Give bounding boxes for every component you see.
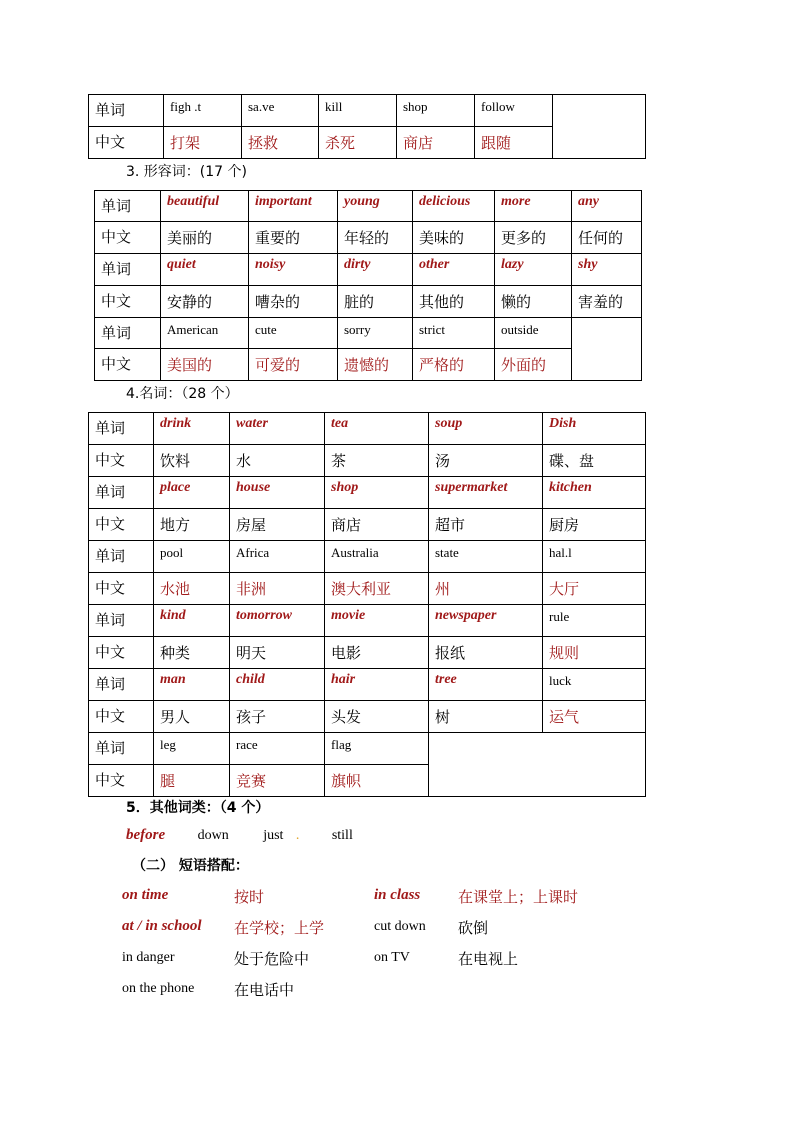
meaning-cell: 安静的 — [161, 286, 249, 318]
word-cell: kitchen — [543, 477, 646, 509]
word-cell: rule — [543, 605, 646, 637]
word-cell: quiet — [161, 254, 249, 286]
word-cell: luck — [543, 669, 646, 701]
chinese-label: 中文 — [95, 349, 161, 381]
meaning-cell: 树 — [429, 701, 543, 733]
word-cell: other — [413, 254, 495, 286]
word-cell: place — [154, 477, 230, 509]
word-cell: sa.ve — [242, 95, 319, 127]
word-cell: cute — [249, 318, 338, 349]
word-cell: state — [429, 541, 543, 573]
word-label: 单词 — [89, 541, 154, 573]
meaning-cell: 跟随 — [475, 127, 553, 159]
section-heading-nouns: 4.名词：（28 个） — [126, 386, 239, 402]
word-cell: figh .t — [164, 95, 242, 127]
adjective-table — [94, 190, 642, 381]
meaning-cell: 报纸 — [429, 637, 543, 669]
meaning-cell: 水 — [230, 445, 325, 477]
meaning-cell: 头发 — [325, 701, 429, 733]
empty-cell — [553, 95, 646, 159]
word-cell: tea — [325, 413, 429, 445]
word-label: 单词 — [89, 669, 154, 701]
word-label: 单词 — [89, 95, 164, 127]
meaning-cell: 房屋 — [230, 509, 325, 541]
meaning-cell: 拯救 — [242, 127, 319, 159]
word-cell: race — [230, 733, 325, 765]
section-heading-other-words: 5．其他词类：（4 个） — [126, 800, 270, 816]
table-row — [95, 254, 642, 286]
chinese-label: 中文 — [89, 573, 154, 605]
word-label: 单词 — [89, 733, 154, 765]
other-words-line — [126, 827, 353, 844]
meaning-cell: 商店 — [325, 509, 429, 541]
word-cell: follow — [475, 95, 553, 127]
chinese-label: 中文 — [89, 127, 164, 159]
meaning-cell: 美味的 — [413, 222, 495, 254]
word-cell: kill — [319, 95, 397, 127]
phrase-cn: 按时 — [234, 888, 265, 906]
table-row — [89, 477, 646, 509]
word-cell: house — [230, 477, 325, 509]
table-row — [95, 222, 642, 254]
empty-cell — [429, 733, 646, 797]
word-cell: Dish — [543, 413, 646, 445]
meaning-cell: 更多的 — [495, 222, 572, 254]
word-cell: Africa — [230, 541, 325, 573]
meaning-cell: 可爱的 — [249, 349, 338, 381]
word-cell: important — [249, 191, 338, 222]
word-cell: beautiful — [161, 191, 249, 222]
meaning-cell: 汤 — [429, 445, 543, 477]
meaning-cell: 种类 — [154, 637, 230, 669]
phrase-cn: 处于危险中 — [234, 950, 310, 968]
meaning-cell: 懒的 — [495, 286, 572, 318]
word-cell: any — [572, 191, 642, 222]
word-cell: soup — [429, 413, 543, 445]
table-row — [95, 349, 642, 381]
word-label: 单词 — [95, 254, 161, 286]
phrase-cn: 在课堂上；上课时 — [458, 888, 579, 906]
meaning-cell: 美丽的 — [161, 222, 249, 254]
table-row — [89, 95, 646, 127]
chinese-label: 中文 — [95, 286, 161, 318]
table-row — [89, 669, 646, 701]
other-word: . — [295, 828, 300, 843]
meaning-cell: 规则 — [543, 637, 646, 669]
phrase-cn: 在学校；上学 — [234, 919, 325, 937]
word-cell: shy — [572, 254, 642, 286]
word-cell: noisy — [249, 254, 338, 286]
word-cell: pool — [154, 541, 230, 573]
word-cell: hair — [325, 669, 429, 701]
meaning-cell: 州 — [429, 573, 543, 605]
chinese-label: 中文 — [89, 509, 154, 541]
table-row — [95, 191, 642, 222]
meaning-cell: 任何的 — [572, 222, 642, 254]
word-label: 单词 — [95, 191, 161, 222]
phrase-en: in danger — [122, 950, 175, 965]
phrase-cn: 在电话中 — [234, 981, 295, 999]
table-row — [89, 701, 646, 733]
chinese-label: 中文 — [89, 765, 154, 797]
other-word: just — [263, 828, 284, 843]
other-word: down — [197, 828, 229, 843]
word-cell: hal.l — [543, 541, 646, 573]
table-row — [95, 286, 642, 318]
word-cell: shop — [397, 95, 475, 127]
meaning-cell: 运气 — [543, 701, 646, 733]
meaning-cell: 明天 — [230, 637, 325, 669]
meaning-cell: 澳大利亚 — [325, 573, 429, 605]
section-heading-adjectives: 3. 形容词：(17 个) — [126, 164, 247, 180]
meaning-cell: 遗憾的 — [338, 349, 413, 381]
word-label: 单词 — [89, 413, 154, 445]
meaning-cell: 打架 — [164, 127, 242, 159]
meaning-cell: 害羞的 — [572, 286, 642, 318]
meaning-cell: 地方 — [154, 509, 230, 541]
table-row — [95, 318, 642, 349]
meaning-cell: 其他的 — [413, 286, 495, 318]
word-cell: strict — [413, 318, 495, 349]
word-cell: tree — [429, 669, 543, 701]
table-row — [89, 573, 646, 605]
chinese-label: 中文 — [89, 445, 154, 477]
word-cell: more — [495, 191, 572, 222]
other-word: before — [126, 827, 166, 843]
phrase-en: in class — [374, 887, 421, 903]
phrase-en: on TV — [374, 950, 410, 965]
table-row — [89, 445, 646, 477]
word-cell: American — [161, 318, 249, 349]
word-cell: drink — [154, 413, 230, 445]
meaning-cell: 旗帜 — [325, 765, 429, 797]
table-row — [89, 541, 646, 573]
meaning-cell: 竞赛 — [230, 765, 325, 797]
meaning-cell: 男人 — [154, 701, 230, 733]
word-label: 单词 — [95, 318, 161, 349]
table-row — [89, 605, 646, 637]
table-row — [89, 413, 646, 445]
word-cell: lazy — [495, 254, 572, 286]
meaning-cell: 碟、盘 — [543, 445, 646, 477]
meaning-cell: 年轻的 — [338, 222, 413, 254]
meaning-cell: 茶 — [325, 445, 429, 477]
noun-table — [88, 412, 646, 797]
word-cell: shop — [325, 477, 429, 509]
phrase-en: cut down — [374, 919, 426, 934]
meaning-cell: 非洲 — [230, 573, 325, 605]
meaning-cell: 嘈杂的 — [249, 286, 338, 318]
meaning-cell: 杀死 — [319, 127, 397, 159]
word-cell: water — [230, 413, 325, 445]
word-cell: newspaper — [429, 605, 543, 637]
word-label: 单词 — [89, 477, 154, 509]
meaning-cell: 美国的 — [161, 349, 249, 381]
word-cell: sorry — [338, 318, 413, 349]
phrase-cn: 在电视上 — [458, 950, 519, 968]
word-cell: supermarket — [429, 477, 543, 509]
phrase-en: at / in school — [122, 918, 202, 934]
table-row — [89, 733, 646, 765]
word-cell: child — [230, 669, 325, 701]
phrase-en: on the phone — [122, 981, 195, 996]
empty-cell — [572, 318, 642, 381]
word-cell: young — [338, 191, 413, 222]
verb-table — [88, 94, 646, 159]
meaning-cell: 腿 — [154, 765, 230, 797]
meaning-cell: 孩子 — [230, 701, 325, 733]
chinese-label: 中文 — [95, 222, 161, 254]
table-row — [89, 637, 646, 669]
other-word: still — [331, 828, 353, 843]
word-cell: Australia — [325, 541, 429, 573]
meaning-cell: 饮料 — [154, 445, 230, 477]
word-label: 单词 — [89, 605, 154, 637]
phrase-cn: 砍倒 — [458, 919, 489, 937]
meaning-cell: 严格的 — [413, 349, 495, 381]
table-row — [89, 509, 646, 541]
meaning-cell: 大厅 — [543, 573, 646, 605]
meaning-cell: 商店 — [397, 127, 475, 159]
section-heading-phrases: （二） 短语搭配： — [132, 858, 249, 874]
meaning-cell: 超市 — [429, 509, 543, 541]
word-cell: outside — [495, 318, 572, 349]
word-cell: leg — [154, 733, 230, 765]
word-cell: dirty — [338, 254, 413, 286]
phrase-en: on time — [122, 887, 169, 903]
meaning-cell: 外面的 — [495, 349, 572, 381]
meaning-cell: 水池 — [154, 573, 230, 605]
word-cell: kind — [154, 605, 230, 637]
word-cell: tomorrow — [230, 605, 325, 637]
word-cell: flag — [325, 733, 429, 765]
meaning-cell: 厨房 — [543, 509, 646, 541]
word-cell: movie — [325, 605, 429, 637]
chinese-label: 中文 — [89, 637, 154, 669]
word-cell: delicious — [413, 191, 495, 222]
word-cell: man — [154, 669, 230, 701]
meaning-cell: 电影 — [325, 637, 429, 669]
meaning-cell: 脏的 — [338, 286, 413, 318]
meaning-cell: 重要的 — [249, 222, 338, 254]
chinese-label: 中文 — [89, 701, 154, 733]
